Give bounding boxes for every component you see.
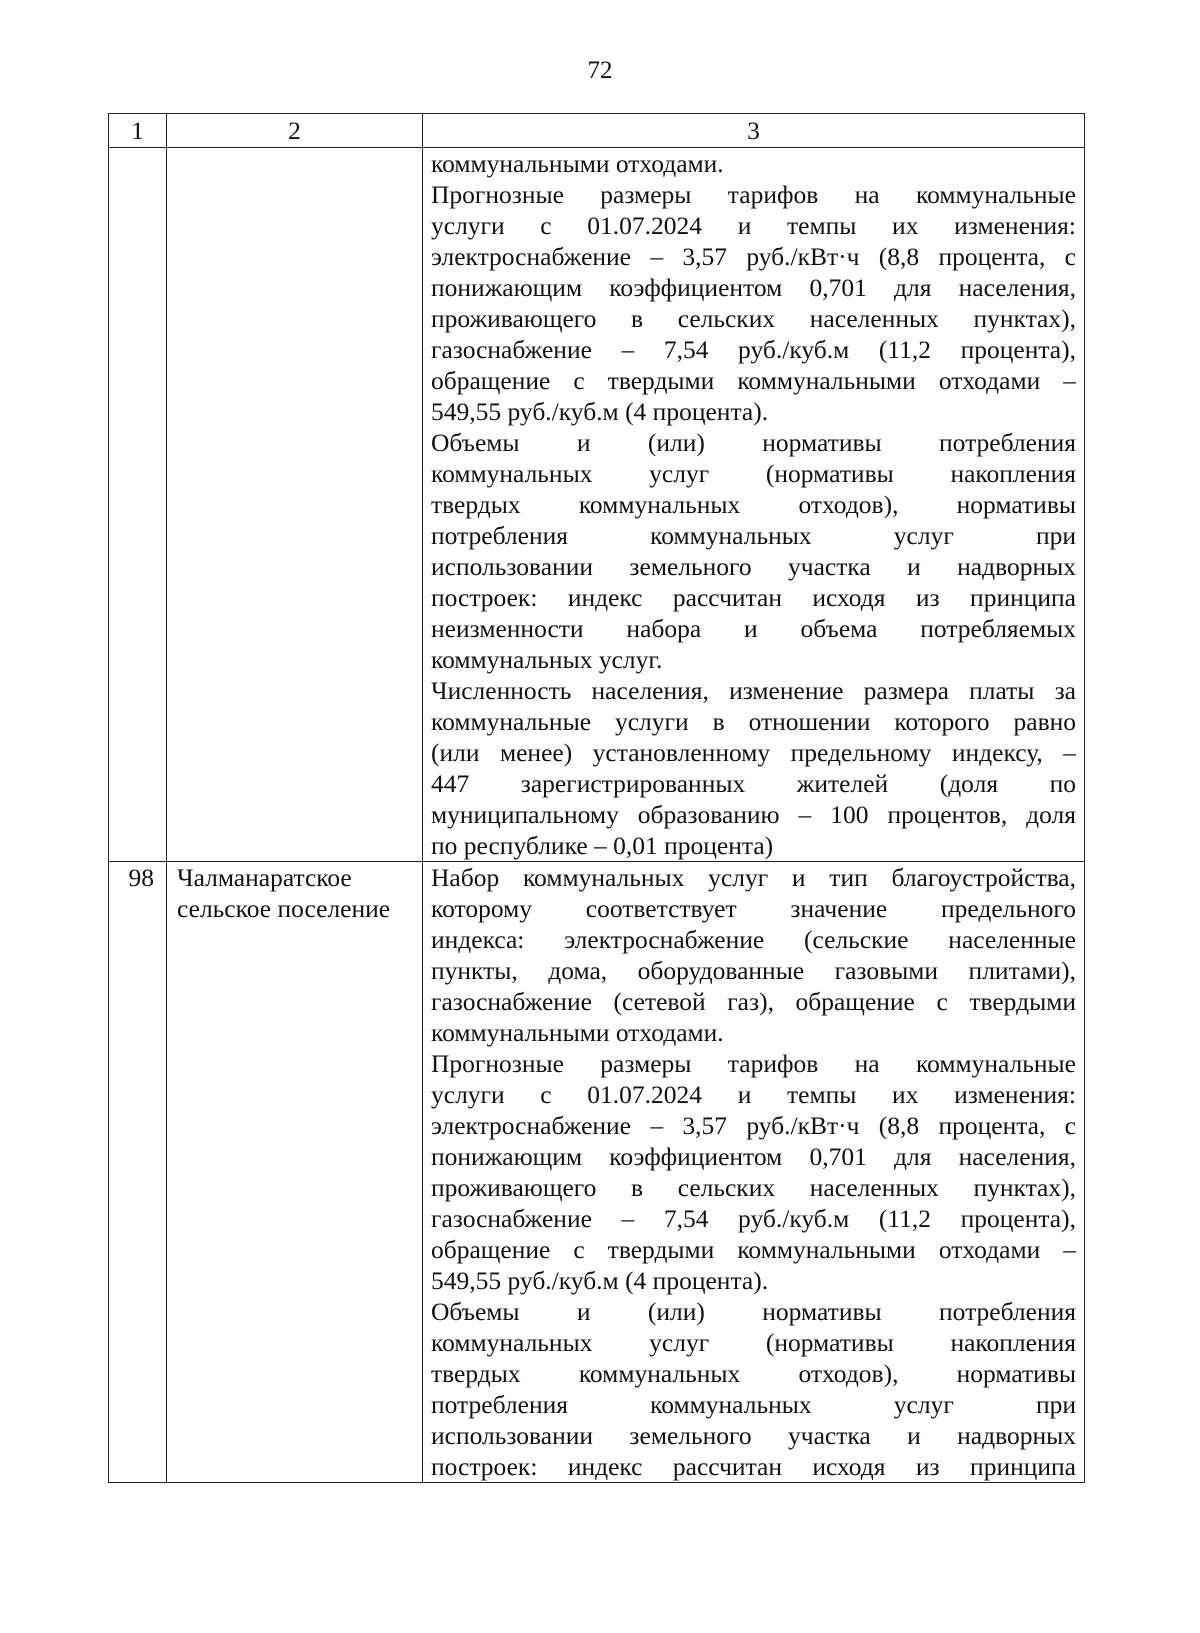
description-line: коммунальных услуг.	[431, 645, 663, 674]
description-line: электроснабжение – 3,57 руб./кВт·ч (8,8 процента, с	[431, 242, 1076, 271]
description-line: построек: индекс рассчитан исходя из принципа	[431, 583, 1076, 612]
description-line: муниципальному образованию – 100 процентов, доля	[431, 800, 1076, 829]
description-line: коммунальными отходами.	[431, 149, 724, 178]
description-line: твердых коммунальных отходов), нормативы	[431, 1359, 1076, 1388]
description-line: 549,55 руб./куб.м (4 процента).	[431, 1266, 769, 1295]
description-line: коммунальные услуги в отношении которого равно	[431, 707, 1076, 736]
description-line: твердых коммунальных отходов), нормативы	[431, 490, 1076, 519]
description-line: газоснабжение – 7,54 руб./куб.м (11,2 процента),	[431, 1204, 1076, 1233]
description-line: коммунальными отходами.	[431, 1018, 724, 1047]
description-line: Прогнозные размеры тарифов на коммунальные	[431, 1049, 1076, 1078]
description-line: понижающим коэффициентом 0,701 для населения,	[431, 273, 1076, 302]
settlement-name-line: Чалманаратское	[177, 863, 352, 892]
description-line: обращение с твердыми коммунальными отходами –	[431, 366, 1076, 395]
header-col-1: 1	[109, 114, 167, 148]
settlement-name-line: сельское поселение	[177, 894, 391, 923]
description-line: потребления коммунальных услуг при	[431, 1390, 1076, 1419]
description-line: использовании земельного участка и надворных	[431, 552, 1076, 581]
description-line: электроснабжение – 3,57 руб./кВт·ч (8,8 процента, с	[431, 1111, 1076, 1140]
description-line: неизменности набора и объема потребляемых	[431, 614, 1076, 643]
description-line: 447 зарегистрированных жителей (доля по	[431, 769, 1076, 798]
description-line: Численность населения, изменение размера платы за	[431, 676, 1076, 705]
index-description	[423, 862, 1085, 1483]
description-line: которому соответствует значение предельного	[431, 894, 1076, 923]
description-line: обращение с твердыми коммунальными отходами –	[431, 1235, 1076, 1264]
description-line: 549,55 руб./куб.м (4 процента).	[431, 397, 769, 426]
description-line: газоснабжение – 7,54 руб./куб.м (11,2 процента),	[431, 335, 1076, 364]
description-line: коммунальных услуг (нормативы накопления	[431, 1328, 1076, 1357]
description-line: построек: индекс рассчитан исходя из принципа	[431, 1452, 1076, 1481]
settlement-name	[167, 862, 423, 1483]
description-line: потребления коммунальных услуг при	[431, 521, 1076, 550]
description-line: индекса: электроснабжение (сельские населенные	[431, 925, 1076, 954]
row-number	[109, 148, 167, 862]
description-line: проживающего в сельских населенных пунктах),	[431, 1173, 1076, 1202]
table-row	[109, 862, 1085, 1483]
table-row	[109, 148, 1085, 862]
description-line: Объемы и (или) нормативы потребления	[431, 1297, 1076, 1326]
description-line: понижающим коэффициентом 0,701 для населения,	[431, 1142, 1076, 1171]
settlement-name	[167, 148, 423, 862]
row-number: 98	[109, 862, 167, 1483]
description-line: Прогнозные размеры тарифов на коммунальные	[431, 180, 1076, 209]
description-line: Объемы и (или) нормативы потребления	[431, 428, 1076, 457]
description-line: использовании земельного участка и надворных	[431, 1421, 1076, 1450]
description-line: Набор коммунальных услуг и тип благоустройства,	[431, 863, 1076, 892]
index-description	[423, 148, 1085, 862]
table-body	[109, 114, 1085, 1483]
table-header-row	[109, 114, 1085, 148]
description-line: пункты, дома, оборудованные газовыми плитами),	[431, 956, 1076, 985]
header-col-3: 3	[423, 114, 1085, 148]
description-line: коммунальных услуг (нормативы накопления	[431, 459, 1076, 488]
page-number: 72	[587, 57, 613, 84]
description-line: газоснабжение (сетевой газ), обращение с твердыми	[431, 987, 1076, 1016]
description-line: услуги с 01.07.2024 и темпы их изменения:	[431, 211, 1076, 240]
description-line: (или менее) установленному предельному индексу, –	[431, 738, 1076, 767]
description-line: проживающего в сельских населенных пунктах),	[431, 304, 1076, 333]
description-line: услуги с 01.07.2024 и темпы их изменения:	[431, 1080, 1076, 1109]
header-col-2: 2	[167, 114, 423, 148]
description-line: по республике – 0,01 процента)	[431, 831, 774, 860]
index-table	[108, 113, 1085, 1483]
